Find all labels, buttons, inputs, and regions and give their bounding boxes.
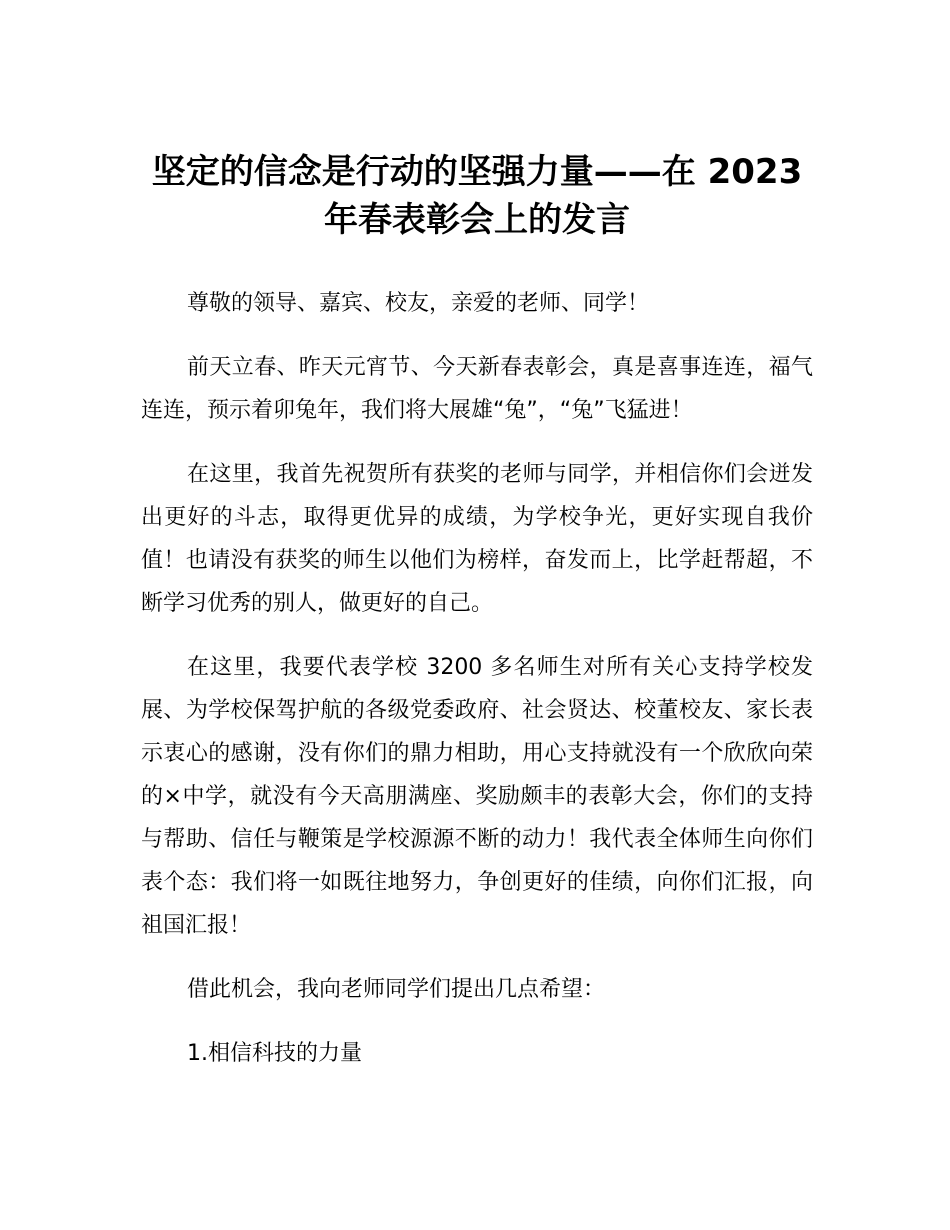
paragraph-greeting: 尊敬的领导、嘉宾、校友，亲爱的老师、同学！ xyxy=(187,291,650,316)
paragraph-hopes-intro: 借此机会，我向老师同学们提出几点希望： xyxy=(187,977,606,1002)
document-body xyxy=(141,282,813,1075)
paragraph-congratulations: 在这里，我首先祝贺所有获奖的老师与同学，并相信你们会迸发出更好的斗志，取得更优异的成绩，为学校争光，更好实现自我价值！也请没有获奖的师生以他们为榜样，奋发而上，比学赶帮超，不断学习优秀的别人，做更好的自己。 xyxy=(141,462,813,616)
paragraph-thanks: 在这里，我要代表学校 3200 多名师生对所有关心支持学校发展、为学校保驾护航的各级党委政府、社会贤达、校董校友、家长表示衷心的感谢，没有你们的鼎力相助，用心支持就没有一个欣欣向荣的×中学，就没有今天高朋满座、奖励颇丰的表彰大会，你们的支持与帮助、信任与鞭策是学校源源不断的动力！我代表全体师生向你们表个态：我们将一如既往地努力，争创更好的佳绩，向你们汇报，向祖国汇报！ xyxy=(141,655,813,938)
document-title: 坚定的信念是行动的坚强力量——在 2023 年春表彰会上的发言 xyxy=(151,152,803,240)
document-page xyxy=(141,148,813,1096)
paragraph-point-one: 1.相信科技的力量 xyxy=(187,1041,362,1066)
paragraph-festival: 前天立春、昨天元宵节、今天新春表彰会，真是喜事连连，福气连连，预示着卯兔年，我们将大展雄“兔”，“兔”飞猛进！ xyxy=(141,355,813,423)
